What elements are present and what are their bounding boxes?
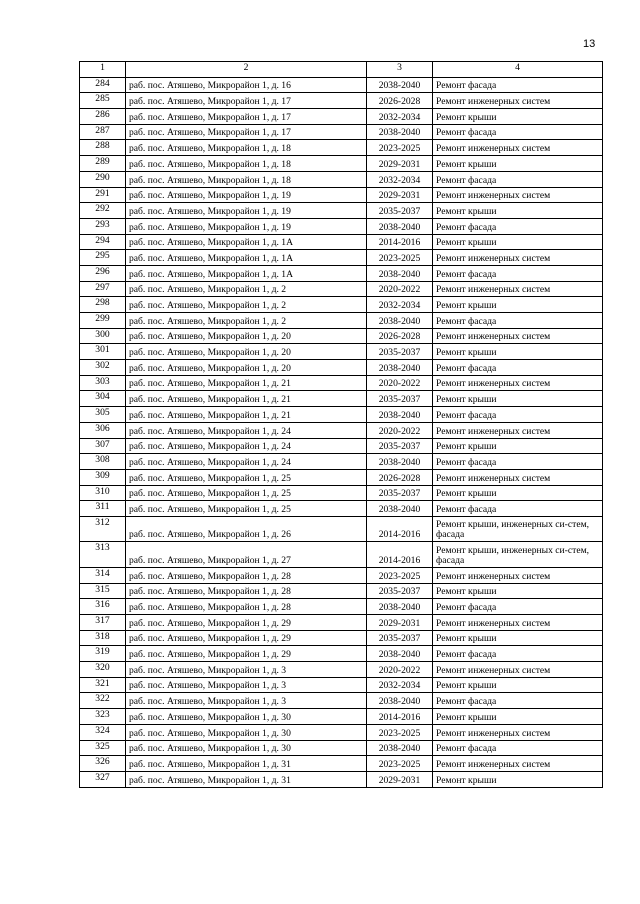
row-number: 289 bbox=[80, 156, 126, 172]
table-row bbox=[80, 124, 603, 140]
row-address: раб. пос. Атяшево, Микрорайон 1, д. 30 bbox=[126, 740, 367, 756]
row-work-type: Ремонт фасада bbox=[433, 646, 603, 662]
row-work-type: Ремонт инженерных систем bbox=[433, 328, 603, 344]
row-address: раб. пос. Атяшево, Микрорайон 1, д. 2 bbox=[126, 281, 367, 297]
row-years: 2035-2037 bbox=[367, 391, 433, 407]
row-years: 2029-2031 bbox=[367, 187, 433, 203]
row-work-type: Ремонт фасада bbox=[433, 454, 603, 470]
table-row bbox=[80, 615, 603, 631]
row-work-type: Ремонт фасада bbox=[433, 599, 603, 615]
row-work-type: Ремонт фасада bbox=[433, 501, 603, 517]
row-years: 2023-2025 bbox=[367, 250, 433, 266]
repair-schedule-table bbox=[79, 61, 603, 788]
row-work-type: Ремонт крыши bbox=[433, 677, 603, 693]
row-number: 324 bbox=[80, 724, 126, 740]
row-work-type: Ремонт инженерных систем bbox=[433, 756, 603, 772]
row-address: раб. пос. Атяшево, Микрорайон 1, д. 16 bbox=[126, 77, 367, 93]
row-years: 2020-2022 bbox=[367, 422, 433, 438]
table-row bbox=[80, 485, 603, 501]
row-number: 319 bbox=[80, 646, 126, 662]
row-work-type: Ремонт крыши bbox=[433, 485, 603, 501]
table-row bbox=[80, 140, 603, 156]
row-work-type: Ремонт крыши bbox=[433, 630, 603, 646]
row-years: 2035-2037 bbox=[367, 344, 433, 360]
row-years: 2014-2016 bbox=[367, 542, 433, 568]
table-row bbox=[80, 328, 603, 344]
table-row bbox=[80, 93, 603, 109]
row-address: раб. пос. Атяшево, Микрорайон 1, д. 21 bbox=[126, 375, 367, 391]
row-number: 296 bbox=[80, 265, 126, 281]
row-years: 2026-2028 bbox=[367, 93, 433, 109]
row-address: раб. пос. Атяшево, Микрорайон 1, д. 20 bbox=[126, 344, 367, 360]
row-years: 2032-2034 bbox=[367, 297, 433, 313]
row-number: 299 bbox=[80, 313, 126, 329]
header-col-3: 3 bbox=[367, 62, 433, 78]
row-address: раб. пос. Атяшево, Микрорайон 1, д. 19 bbox=[126, 203, 367, 219]
row-years: 2026-2028 bbox=[367, 328, 433, 344]
row-number: 317 bbox=[80, 615, 126, 631]
row-address: раб. пос. Атяшево, Микрорайон 1, д. 2 bbox=[126, 313, 367, 329]
row-address: раб. пос. Атяшево, Микрорайон 1, д. 24 bbox=[126, 438, 367, 454]
row-address: раб. пос. Атяшево, Микрорайон 1, д. 24 bbox=[126, 422, 367, 438]
row-years: 2023-2025 bbox=[367, 724, 433, 740]
header-col-4: 4 bbox=[433, 62, 603, 78]
table-row bbox=[80, 709, 603, 725]
row-number: 326 bbox=[80, 756, 126, 772]
row-address: раб. пос. Атяшево, Микрорайон 1, д. 25 bbox=[126, 469, 367, 485]
row-work-type: Ремонт крыши bbox=[433, 709, 603, 725]
row-work-type: Ремонт инженерных систем bbox=[433, 187, 603, 203]
row-years: 2038-2040 bbox=[367, 77, 433, 93]
row-address: раб. пос. Атяшево, Микрорайон 1, д. 20 bbox=[126, 328, 367, 344]
row-years: 2035-2037 bbox=[367, 630, 433, 646]
row-work-type: Ремонт фасада bbox=[433, 124, 603, 140]
row-number: 310 bbox=[80, 485, 126, 501]
table-row bbox=[80, 756, 603, 772]
row-work-type: Ремонт инженерных систем bbox=[433, 93, 603, 109]
row-work-type: Ремонт фасада bbox=[433, 360, 603, 376]
row-years: 2029-2031 bbox=[367, 771, 433, 787]
row-work-type: Ремонт крыши bbox=[433, 297, 603, 313]
row-number: 294 bbox=[80, 234, 126, 250]
row-years: 2038-2040 bbox=[367, 313, 433, 329]
row-address: раб. пос. Атяшево, Микрорайон 1, д. 17 bbox=[126, 124, 367, 140]
row-work-type: Ремонт фасада bbox=[433, 693, 603, 709]
row-address: раб. пос. Атяшево, Микрорайон 1, д. 21 bbox=[126, 391, 367, 407]
row-years: 2032-2034 bbox=[367, 677, 433, 693]
row-years: 2014-2016 bbox=[367, 234, 433, 250]
row-work-type: Ремонт крыши bbox=[433, 156, 603, 172]
row-number: 309 bbox=[80, 469, 126, 485]
row-number: 301 bbox=[80, 344, 126, 360]
row-years: 2023-2025 bbox=[367, 140, 433, 156]
row-address: раб. пос. Атяшево, Микрорайон 1, д. 25 bbox=[126, 485, 367, 501]
row-work-type: Ремонт крыши, инженерных си-стем, фасада bbox=[433, 542, 603, 568]
row-address: раб. пос. Атяшево, Микрорайон 1, д. 17 bbox=[126, 109, 367, 125]
row-address: раб. пос. Атяшево, Микрорайон 1, д. 19 bbox=[126, 218, 367, 234]
table-row bbox=[80, 454, 603, 470]
row-work-type: Ремонт инженерных систем bbox=[433, 375, 603, 391]
row-address: раб. пос. Атяшево, Микрорайон 1, д. 17 bbox=[126, 93, 367, 109]
row-number: 313 bbox=[80, 542, 126, 568]
row-years: 2023-2025 bbox=[367, 567, 433, 583]
row-work-type: Ремонт фасада bbox=[433, 77, 603, 93]
row-number: 284 bbox=[80, 77, 126, 93]
row-work-type: Ремонт инженерных систем bbox=[433, 250, 603, 266]
row-years: 2032-2034 bbox=[367, 171, 433, 187]
table-body bbox=[80, 77, 603, 787]
row-number: 297 bbox=[80, 281, 126, 297]
row-address: раб. пос. Атяшево, Микрорайон 1, д. 20 bbox=[126, 360, 367, 376]
row-number: 308 bbox=[80, 454, 126, 470]
row-work-type: Ремонт инженерных систем bbox=[433, 724, 603, 740]
row-years: 2029-2031 bbox=[367, 156, 433, 172]
table-row bbox=[80, 542, 603, 568]
row-number: 327 bbox=[80, 771, 126, 787]
row-work-type: Ремонт крыши bbox=[433, 771, 603, 787]
table-row bbox=[80, 677, 603, 693]
row-years: 2014-2016 bbox=[367, 709, 433, 725]
table-row bbox=[80, 599, 603, 615]
row-years: 2038-2040 bbox=[367, 360, 433, 376]
row-number: 285 bbox=[80, 93, 126, 109]
row-number: 315 bbox=[80, 583, 126, 599]
table-row bbox=[80, 724, 603, 740]
row-work-type: Ремонт фасада bbox=[433, 313, 603, 329]
row-number: 311 bbox=[80, 501, 126, 517]
row-work-type: Ремонт крыши bbox=[433, 344, 603, 360]
row-years: 2038-2040 bbox=[367, 124, 433, 140]
row-years: 2035-2037 bbox=[367, 485, 433, 501]
row-work-type: Ремонт крыши, инженерных си-стем, фасада bbox=[433, 516, 603, 542]
table-row bbox=[80, 662, 603, 678]
row-years: 2035-2037 bbox=[367, 438, 433, 454]
table-row bbox=[80, 469, 603, 485]
table-row bbox=[80, 646, 603, 662]
row-number: 321 bbox=[80, 677, 126, 693]
row-number: 290 bbox=[80, 171, 126, 187]
row-years: 2038-2040 bbox=[367, 454, 433, 470]
table-row bbox=[80, 313, 603, 329]
row-address: раб. пос. Атяшево, Микрорайон 1, д. 18 bbox=[126, 140, 367, 156]
row-work-type: Ремонт фасада bbox=[433, 171, 603, 187]
table-row bbox=[80, 250, 603, 266]
table-row bbox=[80, 438, 603, 454]
table-row bbox=[80, 203, 603, 219]
table-header-row bbox=[80, 62, 603, 78]
row-number: 318 bbox=[80, 630, 126, 646]
table-row bbox=[80, 187, 603, 203]
row-address: раб. пос. Атяшево, Микрорайон 1, д. 29 bbox=[126, 646, 367, 662]
row-address: раб. пос. Атяшево, Микрорайон 1, д. 28 bbox=[126, 583, 367, 599]
header-col-2: 2 bbox=[126, 62, 367, 78]
row-number: 300 bbox=[80, 328, 126, 344]
table-row bbox=[80, 583, 603, 599]
row-years: 2038-2040 bbox=[367, 265, 433, 281]
row-years: 2026-2028 bbox=[367, 469, 433, 485]
row-address: раб. пос. Атяшево, Микрорайон 1, д. 3 bbox=[126, 677, 367, 693]
row-number: 291 bbox=[80, 187, 126, 203]
row-years: 2035-2037 bbox=[367, 583, 433, 599]
row-address: раб. пос. Атяшево, Микрорайон 1, д. 1А bbox=[126, 234, 367, 250]
row-address: раб. пос. Атяшево, Микрорайон 1, д. 2 bbox=[126, 297, 367, 313]
row-years: 2020-2022 bbox=[367, 281, 433, 297]
row-address: раб. пос. Атяшево, Микрорайон 1, д. 28 bbox=[126, 599, 367, 615]
row-work-type: Ремонт крыши bbox=[433, 583, 603, 599]
row-number: 293 bbox=[80, 218, 126, 234]
row-years: 2014-2016 bbox=[367, 516, 433, 542]
row-address: раб. пос. Атяшево, Микрорайон 1, д. 24 bbox=[126, 454, 367, 470]
table-row bbox=[80, 360, 603, 376]
row-address: раб. пос. Атяшево, Микрорайон 1, д. 19 bbox=[126, 187, 367, 203]
row-years: 2035-2037 bbox=[367, 203, 433, 219]
row-address: раб. пос. Атяшево, Микрорайон 1, д. 18 bbox=[126, 171, 367, 187]
table-row bbox=[80, 771, 603, 787]
row-address: раб. пос. Атяшево, Микрорайон 1, д. 1А bbox=[126, 265, 367, 281]
row-years: 2020-2022 bbox=[367, 662, 433, 678]
row-work-type: Ремонт инженерных систем bbox=[433, 567, 603, 583]
table-row bbox=[80, 218, 603, 234]
header-col-1: 1 bbox=[80, 62, 126, 78]
row-years: 2038-2040 bbox=[367, 646, 433, 662]
table-row bbox=[80, 265, 603, 281]
row-address: раб. пос. Атяшево, Микрорайон 1, д. 3 bbox=[126, 662, 367, 678]
row-work-type: Ремонт фасада bbox=[433, 740, 603, 756]
row-number: 292 bbox=[80, 203, 126, 219]
row-work-type: Ремонт инженерных систем bbox=[433, 662, 603, 678]
row-years: 2032-2034 bbox=[367, 109, 433, 125]
row-number: 306 bbox=[80, 422, 126, 438]
row-years: 2038-2040 bbox=[367, 501, 433, 517]
row-work-type: Ремонт крыши bbox=[433, 438, 603, 454]
table-row bbox=[80, 344, 603, 360]
row-work-type: Ремонт фасада bbox=[433, 265, 603, 281]
row-years: 2038-2040 bbox=[367, 218, 433, 234]
row-address: раб. пос. Атяшево, Микрорайон 1, д. 29 bbox=[126, 615, 367, 631]
row-address: раб. пос. Атяшево, Микрорайон 1, д. 30 bbox=[126, 724, 367, 740]
table-row bbox=[80, 407, 603, 423]
row-work-type: Ремонт инженерных систем bbox=[433, 422, 603, 438]
row-number: 287 bbox=[80, 124, 126, 140]
table-row bbox=[80, 77, 603, 93]
table-row bbox=[80, 391, 603, 407]
row-number: 305 bbox=[80, 407, 126, 423]
row-address: раб. пос. Атяшево, Микрорайон 1, д. 1А bbox=[126, 250, 367, 266]
table-row bbox=[80, 740, 603, 756]
row-work-type: Ремонт фасада bbox=[433, 407, 603, 423]
row-number: 314 bbox=[80, 567, 126, 583]
row-address: раб. пос. Атяшево, Микрорайон 1, д. 18 bbox=[126, 156, 367, 172]
row-address: раб. пос. Атяшево, Микрорайон 1, д. 25 bbox=[126, 501, 367, 517]
table-row bbox=[80, 693, 603, 709]
table-row bbox=[80, 297, 603, 313]
row-address: раб. пос. Атяшево, Микрорайон 1, д. 31 bbox=[126, 771, 367, 787]
row-address: раб. пос. Атяшево, Микрорайон 1, д. 26 bbox=[126, 516, 367, 542]
row-address: раб. пос. Атяшево, Микрорайон 1, д. 29 bbox=[126, 630, 367, 646]
row-number: 295 bbox=[80, 250, 126, 266]
row-number: 298 bbox=[80, 297, 126, 313]
row-number: 316 bbox=[80, 599, 126, 615]
row-address: раб. пос. Атяшево, Микрорайон 1, д. 30 bbox=[126, 709, 367, 725]
row-number: 325 bbox=[80, 740, 126, 756]
row-years: 2038-2040 bbox=[367, 407, 433, 423]
table-row bbox=[80, 234, 603, 250]
row-work-type: Ремонт инженерных систем bbox=[433, 140, 603, 156]
row-number: 303 bbox=[80, 375, 126, 391]
row-work-type: Ремонт инженерных систем bbox=[433, 281, 603, 297]
table-row bbox=[80, 516, 603, 542]
table-row bbox=[80, 109, 603, 125]
row-work-type: Ремонт крыши bbox=[433, 391, 603, 407]
page-number: 13 bbox=[583, 38, 596, 50]
table-row bbox=[80, 567, 603, 583]
row-number: 302 bbox=[80, 360, 126, 376]
row-address: раб. пос. Атяшево, Микрорайон 1, д. 3 bbox=[126, 693, 367, 709]
row-years: 2023-2025 bbox=[367, 756, 433, 772]
row-number: 286 bbox=[80, 109, 126, 125]
row-number: 322 bbox=[80, 693, 126, 709]
row-years: 2038-2040 bbox=[367, 599, 433, 615]
row-number: 320 bbox=[80, 662, 126, 678]
row-years: 2020-2022 bbox=[367, 375, 433, 391]
row-work-type: Ремонт фасада bbox=[433, 218, 603, 234]
row-years: 2029-2031 bbox=[367, 615, 433, 631]
table-row bbox=[80, 375, 603, 391]
row-address: раб. пос. Атяшево, Микрорайон 1, д. 28 bbox=[126, 567, 367, 583]
row-years: 2038-2040 bbox=[367, 693, 433, 709]
row-work-type: Ремонт крыши bbox=[433, 109, 603, 125]
table-row bbox=[80, 630, 603, 646]
row-years: 2038-2040 bbox=[367, 740, 433, 756]
row-number: 312 bbox=[80, 516, 126, 542]
row-work-type: Ремонт инженерных систем bbox=[433, 615, 603, 631]
row-work-type: Ремонт крыши bbox=[433, 234, 603, 250]
table-row bbox=[80, 171, 603, 187]
row-address: раб. пос. Атяшево, Микрорайон 1, д. 21 bbox=[126, 407, 367, 423]
table-row bbox=[80, 156, 603, 172]
row-work-type: Ремонт инженерных систем bbox=[433, 469, 603, 485]
table-row bbox=[80, 501, 603, 517]
row-address: раб. пос. Атяшево, Микрорайон 1, д. 31 bbox=[126, 756, 367, 772]
row-number: 304 bbox=[80, 391, 126, 407]
table-row bbox=[80, 422, 603, 438]
row-number: 323 bbox=[80, 709, 126, 725]
row-work-type: Ремонт крыши bbox=[433, 203, 603, 219]
row-number: 288 bbox=[80, 140, 126, 156]
row-address: раб. пос. Атяшево, Микрорайон 1, д. 27 bbox=[126, 542, 367, 568]
table-row bbox=[80, 281, 603, 297]
row-number: 307 bbox=[80, 438, 126, 454]
